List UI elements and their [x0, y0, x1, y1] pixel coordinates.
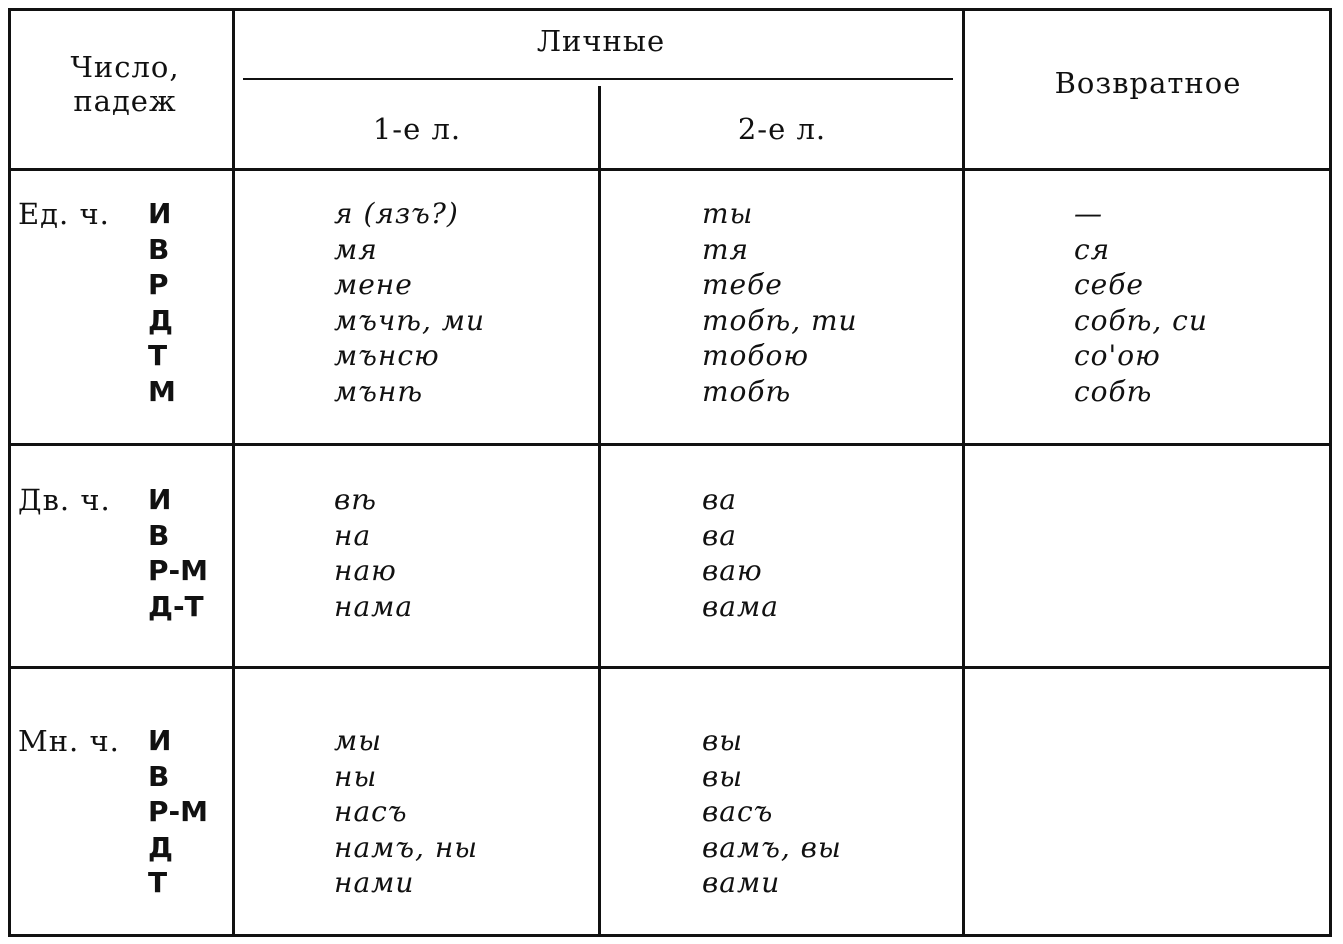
form-cell: вами — [702, 866, 781, 899]
second-person-header: 2-е л. — [737, 112, 827, 146]
form-cell: мы — [334, 724, 383, 757]
form-cell: вама — [702, 589, 779, 623]
form-cell: ты — [702, 197, 754, 230]
form-cell: тобою — [702, 339, 810, 372]
form-cell: себе — [1074, 268, 1144, 301]
case-label: Д — [148, 303, 173, 337]
form-cell: тобѣ, ти — [702, 303, 858, 337]
form-cell: намъ, ны — [334, 830, 479, 864]
form-cell: нама — [334, 589, 414, 623]
form-cell: васъ — [702, 795, 774, 828]
header-line: Число, — [70, 50, 180, 84]
case-label: Р — [148, 268, 169, 301]
form-cell: мене — [334, 268, 413, 301]
form-cell: мънсю — [334, 339, 440, 372]
section-divider — [8, 666, 1332, 669]
column-divider — [598, 86, 601, 936]
reflexive-forms — [1074, 196, 1208, 409]
case-label: Т — [148, 866, 168, 899]
form-cell: мя — [334, 232, 378, 266]
form-cell: ны — [334, 759, 378, 793]
form-cell: нами — [334, 866, 415, 899]
first-person-forms — [334, 723, 478, 901]
number-label-dual: Дв. ч. — [18, 483, 111, 517]
case-label: И — [148, 197, 172, 230]
form-cell: — — [1074, 197, 1103, 230]
form-cell: ся — [1074, 232, 1111, 266]
form-cell: ва — [702, 483, 737, 516]
form-cell: тя — [702, 232, 750, 266]
second-person-forms — [702, 482, 779, 624]
form-cell: тебе — [702, 268, 783, 301]
case-list — [148, 482, 228, 624]
case-label: В — [148, 518, 170, 552]
second-person-forms — [702, 196, 858, 409]
column-divider — [962, 8, 965, 936]
case-label: И — [148, 724, 172, 757]
header-line: падеж — [73, 84, 177, 118]
table-right-border — [1329, 8, 1332, 936]
form-cell: тобѣ — [702, 374, 792, 408]
form-cell: на — [334, 518, 372, 552]
case-label: М — [148, 374, 176, 408]
reflexive-header: Возвратное — [1054, 66, 1242, 100]
form-cell: наю — [334, 554, 397, 587]
number-label-singular: Ед. ч. — [18, 197, 110, 231]
form-cell: вѣ — [334, 483, 378, 516]
case-label: Д-Т — [148, 589, 204, 623]
case-label: Р-М — [148, 554, 209, 587]
form-cell: ва — [702, 518, 737, 552]
form-cell: мъчѣ, ми — [334, 303, 486, 337]
case-label: Д — [148, 830, 173, 864]
number-label-plural: Мн. ч. — [18, 724, 120, 758]
table-top-border — [8, 8, 1332, 11]
first-person-forms — [334, 482, 413, 624]
form-cell: вамъ, вы — [702, 830, 842, 864]
section-divider — [8, 443, 1332, 446]
form-cell: вы — [702, 759, 744, 793]
personal-header: Личные — [536, 24, 666, 58]
case-list — [148, 196, 228, 409]
header-bottom-rule — [8, 168, 1332, 171]
form-cell: со'ою — [1074, 339, 1161, 372]
case-list — [148, 723, 228, 901]
column-divider — [232, 8, 235, 936]
table-left-border — [8, 8, 11, 936]
first-person-forms — [334, 196, 485, 409]
form-cell: собѣ — [1074, 374, 1153, 408]
case-label: В — [148, 759, 170, 793]
second-person-forms — [702, 723, 842, 901]
form-cell: насъ — [334, 795, 408, 828]
form-cell: вы — [702, 724, 744, 757]
case-label: Р-М — [148, 795, 209, 828]
case-label: Т — [148, 339, 168, 372]
form-cell: ваю — [702, 554, 763, 587]
form-cell: я (язъ?) — [334, 197, 459, 230]
first-person-header: 1-е л. — [372, 112, 462, 146]
case-label: В — [148, 232, 170, 266]
case-label: И — [148, 483, 172, 516]
form-cell: собѣ, си — [1074, 303, 1208, 337]
table-bottom-border — [8, 934, 1332, 937]
number-case-header — [20, 50, 230, 118]
header-subdivider — [243, 78, 953, 80]
form-cell: мънѣ — [334, 374, 424, 408]
